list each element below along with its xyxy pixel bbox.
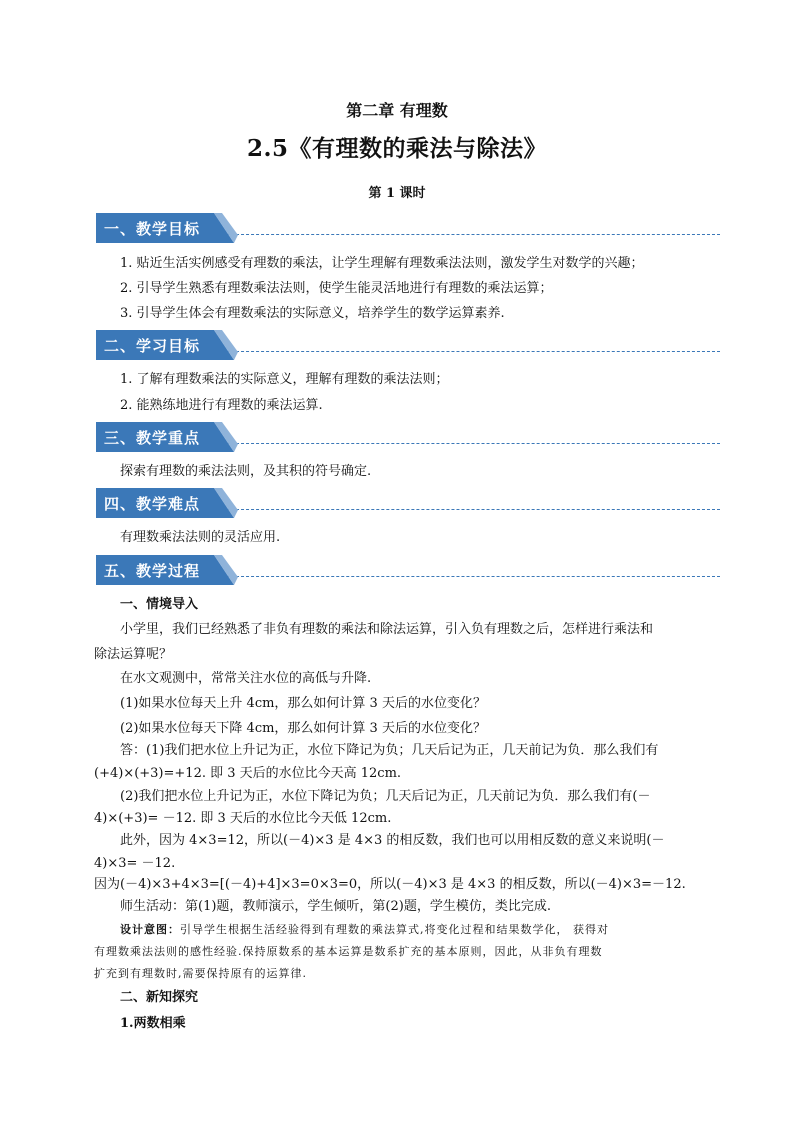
design-intent-line: 扩充到有理数时,需要保持原有的运算律.	[94, 967, 307, 980]
section-badge	[96, 422, 238, 452]
activity-text: 师生活动：第(1)题，教师演示，学生倾听，第(2)题，学生模仿，类比完成.	[120, 899, 551, 914]
paragraph: 在水文观测中，常常关注水位的高低与升降.	[120, 671, 372, 686]
teaching-goal-item: 1. 贴近生活实例感受有理数的乘法，让学生理解有理数乘法法则，激发学生对数学的兴趣；	[120, 256, 644, 271]
subheading-scenario: 一、情境导入	[120, 597, 199, 612]
section-badge	[96, 555, 238, 585]
paragraph: 除法运算呢？	[94, 647, 173, 662]
section-header-teaching-process	[96, 555, 724, 585]
section-header-learning-goals	[96, 330, 724, 360]
design-intent-text: 引导学生根据生活经验得到有理数的乘法算式,将变化过程和结果数学化， 获得对	[180, 923, 609, 936]
question-1: (1)如果水位每天上升 4cm，那么如何计算 3 天后的水位变化？	[120, 696, 486, 711]
question-2: (2)如果水位每天下降 4cm，那么如何计算 3 天后的水位变化？	[120, 721, 486, 736]
learning-goal-item: 2. 能熟练地进行有理数的乘法运算.	[120, 398, 323, 413]
section-badge	[96, 213, 238, 243]
key-point-text: 探索有理数的乘法法则，及其积的符号确定.	[120, 464, 372, 479]
lesson-label: 第 1 课时	[368, 186, 426, 201]
section-header-difficulties	[96, 488, 724, 518]
chapter-heading: 第二章 有理数	[346, 101, 448, 120]
section-divider	[226, 351, 720, 352]
paragraph: 小学里，我们已经熟悉了非负有理数的乘法和除法运算，引入负有理数之后，怎样进行乘法和	[120, 622, 654, 637]
teaching-goal-item: 3. 引导学生体会有理数乘法的实际意义，培养学生的数学运算素养.	[120, 306, 505, 321]
section-header-key-points	[96, 422, 724, 452]
paragraph: 4)×3= －12.	[94, 856, 176, 871]
subheading-new-knowledge: 二、新知探究	[120, 990, 199, 1005]
section-title: 五、教学过程	[104, 562, 201, 580]
section-divider	[226, 576, 720, 577]
section-divider	[226, 443, 720, 444]
answer-2-cont: 4)×(+3)= －12. 即 3 天后的水位比今天低 12cm.	[94, 811, 392, 826]
design-intent-line	[120, 921, 609, 937]
subheading-two-number-multiply: 1.两数相乘	[120, 1016, 186, 1031]
section-title: 一、教学目标	[104, 220, 201, 238]
paragraph: 此外，因为 4×3=12，所以(－4)×3 是 4×3 的相反数，我们也可以用相反数的意义来说明(－	[120, 833, 665, 848]
design-intent-label: 设计意图：	[120, 923, 180, 936]
answer-1-cont: (+4)×(+3)=+12. 即 3 天后的水位比今天高 12cm.	[94, 766, 402, 781]
section-title: 三、教学重点	[104, 429, 201, 447]
difficulty-text: 有理数乘法法则的灵活应用.	[120, 530, 281, 545]
section-title: 四、教学难点	[104, 495, 201, 513]
section-title: 二、学习目标	[104, 337, 201, 355]
document-title: 2.5《有理数的乘法与除法》	[246, 135, 547, 162]
section-badge	[96, 330, 238, 360]
section-divider	[226, 234, 720, 235]
design-intent-line: 有理数乘法法则的感性经验.保持原数系的基本运算是数系扩充的基本原则，因此，从非负有理数	[94, 945, 603, 958]
section-badge	[96, 488, 238, 518]
answer-1: 答：(1)我们把水位上升记为正，水位下降记为负；几天后记为正，几天前记为负．那么我们有	[120, 743, 659, 758]
learning-goal-item: 1. 了解有理数乘法的实际意义，理解有理数的乘法法则；	[120, 372, 449, 387]
section-divider	[226, 509, 720, 510]
answer-2: (2)我们把水位上升记为正，水位下降记为负；几天后记为正，几天前记为负．那么我们有(－	[120, 789, 651, 804]
paragraph: 因为(－4)×3+4×3=[(－4)+4]×3=0×3=0，所以(－4)×3 是 4×3 的相反数，所以(－4)×3=－12.	[94, 877, 686, 892]
section-header-teaching-goals	[96, 213, 724, 243]
teaching-goal-item: 2. 引导学生熟悉有理数乘法法则，使学生能灵活地进行有理数的乘法运算；	[120, 281, 553, 296]
